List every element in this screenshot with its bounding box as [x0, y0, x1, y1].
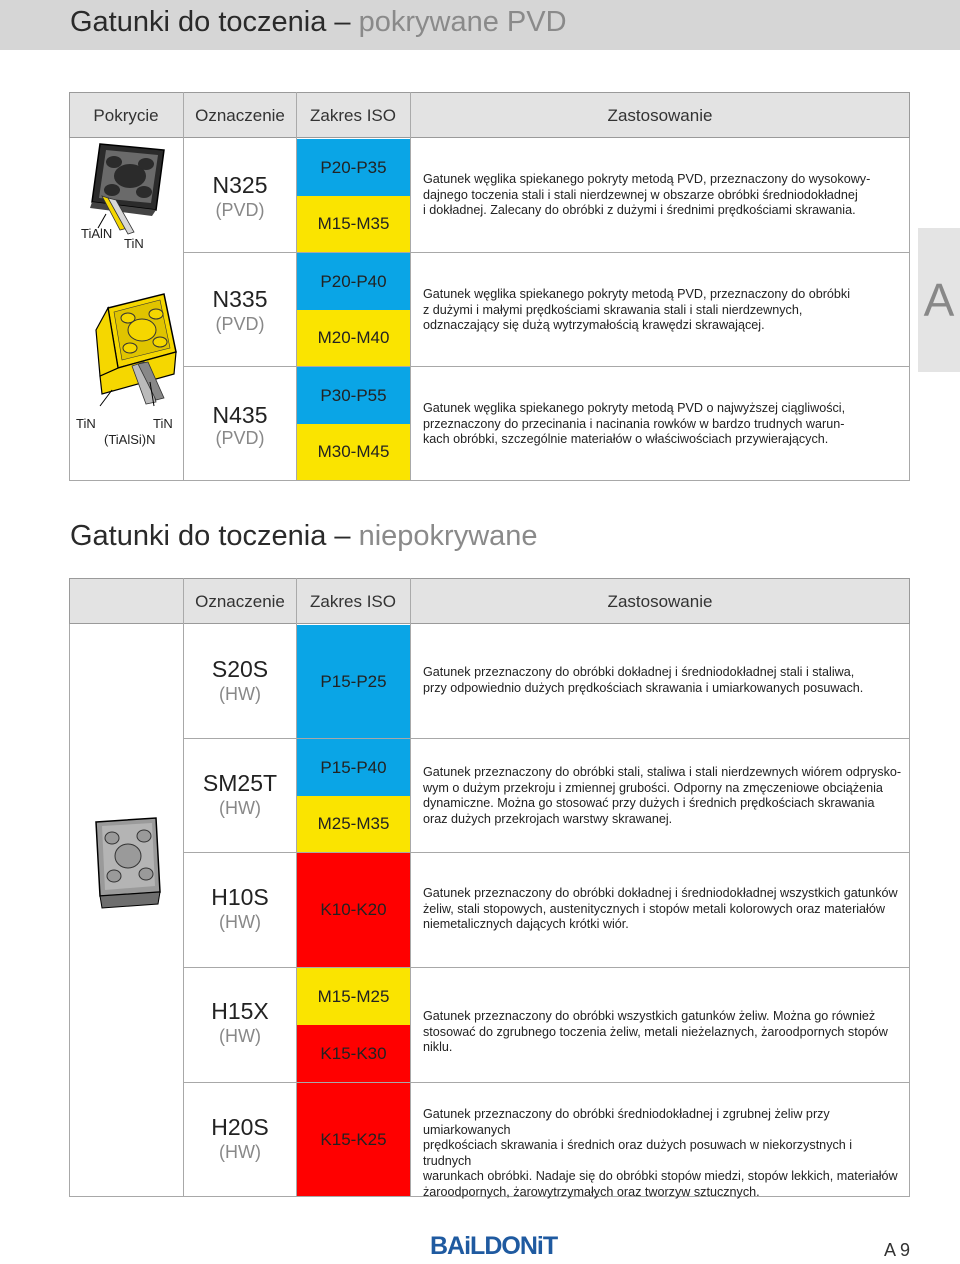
- table-line: [69, 138, 70, 480]
- row-divider: [183, 852, 910, 853]
- desc-line: z dużymi i małymi prędkościami skrawania stali i stali nierdzewnych,: [423, 302, 803, 317]
- table-line: [183, 624, 184, 1196]
- iso-range: P30-P55: [297, 367, 410, 424]
- grade-description: [423, 172, 903, 219]
- iso-range: K15-K25: [297, 1083, 410, 1196]
- grade-type: (PVD): [215, 314, 265, 334]
- page-title-main: Gatunki do toczenia: [70, 6, 327, 38]
- header-designation: Oznaczenie: [195, 592, 285, 611]
- desc-line: dajnego toczenia stali i stali nierdzewnej w obszarze obróbki średniodokładnej: [423, 187, 858, 202]
- grade-type: (HW): [219, 1142, 261, 1162]
- table-line: [69, 624, 70, 1196]
- coated-insert-illustration: [72, 140, 182, 240]
- desc-line: i dokładnej. Zalecany do obróbki z dużymi i średnimi prędkościami skrawania.: [423, 203, 856, 218]
- desc-line: prędkościach skrawania i średnich oraz dużych posuwach w niekorzystnych i trudnych: [423, 1138, 853, 1168]
- row-divider: [183, 252, 910, 253]
- brand-logo: BAiLDONiT: [430, 1232, 558, 1260]
- section-title-main: Gatunki do toczenia: [70, 520, 327, 552]
- grade-type: (HW): [219, 798, 261, 818]
- desc-line: Gatunek przeznaczony do obróbki dokładnej i średniodokładnej wszystkich gatunków: [423, 886, 898, 900]
- table-line: [183, 138, 184, 480]
- desc-line: niemetalicznych dających krótki wiór.: [423, 917, 629, 932]
- section-title-dash: –: [334, 520, 351, 552]
- coating-label-tialn: TiAlN: [81, 226, 113, 241]
- desc-line: wym o dużym przekroju i zmiennej grubości. Odporny na zmęczeniowe obciążenia: [423, 780, 883, 795]
- header-coating: Pokrycie: [93, 106, 159, 125]
- table-line: [909, 624, 910, 1196]
- iso-range: M20-M40: [297, 310, 410, 366]
- grade-type: (PVD): [215, 428, 265, 448]
- section-title-sub: niepokrywane: [358, 520, 538, 552]
- grade-code: H15X: [211, 998, 269, 1024]
- header-application: Zastosowanie: [607, 106, 713, 125]
- desc-line: dynamiczne. Można go stosować przy dużych i średnich prędkościach skrawania: [423, 796, 875, 811]
- desc-line: żaroodpornych, żarowytrzymałych oraz tworzyw sztucznych.: [423, 1184, 760, 1199]
- grade-description: [423, 665, 903, 696]
- grade-code: H20S: [211, 1114, 269, 1140]
- grade-description: [423, 1107, 903, 1201]
- desc-line: odznaczający się dużą wytrzymałością krawędzi skrawającej.: [423, 318, 765, 333]
- desc-line: przeznaczony do przecinania i nacinania rowków w bardzo trudnych warun-: [423, 416, 845, 431]
- grade-type: (PVD): [215, 200, 265, 220]
- header-iso: Zakres ISO: [310, 592, 396, 611]
- desc-line: Gatunek węglika spiekanego pokryty metodą PVD o najwyższej ciągliwości,: [423, 401, 846, 415]
- iso-range: M15-M25: [297, 968, 410, 1025]
- desc-line: Gatunek węglika spiekanego pokryty metodą PVD, przeznaczony do wysokowy-: [423, 172, 871, 186]
- grade-code: N435: [212, 402, 268, 428]
- grade-code: N325: [212, 172, 268, 198]
- header-divider: [296, 92, 297, 138]
- grade-code: S20S: [211, 656, 269, 682]
- header-iso: Zakres ISO: [310, 106, 396, 125]
- header-application: Zastosowanie: [607, 592, 713, 611]
- header-divider: [183, 578, 184, 624]
- header-divider: [410, 92, 411, 138]
- iso-range: P20-P40: [297, 253, 410, 310]
- coated-insert-illustration: [72, 290, 182, 410]
- iso-range: M30-M45: [297, 424, 410, 480]
- grade-code: N335: [212, 286, 268, 312]
- header-divider: [410, 578, 411, 624]
- header-divider: [296, 578, 297, 624]
- iso-range: P15-P25: [297, 625, 410, 738]
- header-designation: Oznaczenie: [195, 106, 285, 125]
- desc-line: żeliw, stali stopowych, austenitycznych i stopów metali kolorowych oraz materiałów: [423, 901, 885, 916]
- grade-type: (HW): [219, 1026, 261, 1046]
- coating-label-tin: TiN: [124, 236, 144, 251]
- row-divider: [183, 967, 910, 968]
- grade-code: H10S: [211, 884, 269, 910]
- table-line: [69, 480, 910, 481]
- uncoated-insert-illustration: [90, 814, 170, 910]
- table-line: [410, 138, 411, 480]
- header-divider: [183, 92, 184, 138]
- desc-line: stosować do zgrubnego toczenia żeliw, metali nieżelaznych, żaroodpornych stopów niklu.: [423, 1024, 888, 1055]
- iso-range: P15-P40: [297, 739, 410, 796]
- desc-line: Gatunek przeznaczony do obróbki średniodokładnej i zgrubnej żeliw przy umiarkowanych: [423, 1107, 830, 1137]
- grade-description: [423, 765, 903, 827]
- grade-type: (HW): [219, 912, 261, 932]
- row-divider: [183, 1082, 910, 1083]
- iso-range: K15-K30: [297, 1025, 410, 1082]
- desc-line: przy odpowiednio dużych prędkościach skrawania i umiarkowanych posuwach.: [423, 680, 864, 695]
- desc-line: Gatunek węglika spiekanego pokryty metodą PVD, przeznaczony do obróbki: [423, 287, 851, 301]
- row-divider: [183, 738, 910, 739]
- desc-line: Gatunek przeznaczony do obróbki dokładnej i średniodokładnej stali i staliwa,: [423, 665, 855, 679]
- page-title-sub: pokrywane PVD: [358, 6, 567, 38]
- coating-label-tialsin: (TiAlSi)N: [104, 432, 156, 447]
- coating-label-tin: TiN: [76, 416, 96, 431]
- iso-range: M15-M35: [297, 196, 410, 252]
- desc-line: Gatunek przeznaczony do obróbki stali, staliwa i stali nierdzewnych wiórem odprysko-: [423, 765, 902, 779]
- iso-range: M25-M35: [297, 796, 410, 852]
- iso-range: K10-K20: [297, 853, 410, 967]
- desc-line: kach obróbki, szczególnie materiałów o właściwościach przywierających.: [423, 432, 829, 447]
- grade-description: [423, 1009, 903, 1056]
- table-line: [909, 138, 910, 480]
- grade-type: (HW): [219, 684, 261, 704]
- grade-code: SM25T: [202, 770, 278, 796]
- page-title: [70, 6, 567, 39]
- coating-label-tin: TiN: [153, 416, 173, 431]
- table-line: [410, 624, 411, 1196]
- page-number: A 9: [884, 1240, 911, 1260]
- row-divider: [183, 366, 910, 367]
- grade-description: [423, 886, 903, 933]
- section-title: [70, 520, 538, 553]
- desc-line: Gatunek przeznaczony do obróbki wszystkich gatunków żeliw. Można go również: [423, 1009, 876, 1023]
- page-title-dash: –: [334, 6, 351, 38]
- grade-description: [423, 401, 903, 448]
- desc-line: warunkach obróbki. Nadaje się do obróbki stopów miedzi, stopów lekkich, materiałów: [423, 1169, 898, 1184]
- desc-line: oraz dużych przekrojach warstwy skrawanej.: [423, 811, 673, 826]
- grade-description: [423, 287, 903, 334]
- iso-range: P20-P35: [297, 139, 410, 196]
- section-tab: A: [918, 228, 960, 372]
